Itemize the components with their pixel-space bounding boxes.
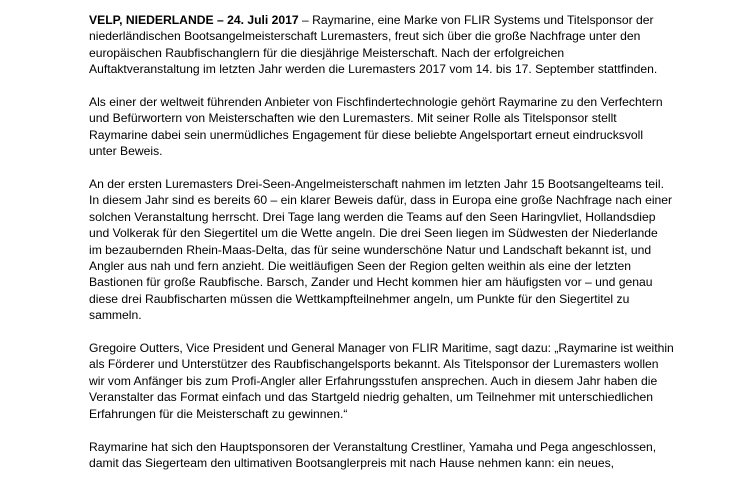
paragraph-championship-line-3: solchen Veranstaltung herrscht. Drei Tage lang werden die Teams auf den Seen Haringvliet, Hollandsdiep — [89, 209, 656, 224]
paragraph-championship-line-7: Bastionen für große Raubfische. Barsch, Zander und Hecht kommen hier am häufigsten vor – und genau — [89, 275, 653, 290]
paragraph-sponsors — [89, 439, 679, 472]
paragraph-intro — [89, 12, 679, 78]
dateline-separator: – — [213, 13, 228, 27]
paragraph-intro-line-3: europäischen Raubfischanglern für die diesjährige Meisterschaft. Nach der erfolgreichen — [89, 45, 565, 60]
paragraph-sponsor-role-line-1: Als einer der weltweit führenden Anbieter von Fischfindertechnologie gehört Raymarine zu den Verfechtern — [89, 95, 663, 110]
paragraph-sponsor-role-line-4: unter Beweis. — [89, 144, 163, 159]
dateline-date: 24. Juli 2017 — [227, 13, 299, 27]
paragraph-championship-line-9: sammeln. — [89, 308, 142, 323]
paragraph-sponsor-role-line-3: Raymarine dabei sein unermüdliches Engagement für diese beliebte Angelsportart erneut eindrucksvoll — [89, 127, 644, 142]
paragraph-intro-line-2: niederländischen Bootsangelmeisterschaft Luremasters, freut sich über die große Nachfrage unter den — [89, 29, 641, 44]
paragraph-quote-line-5: Erfahrungen für die Meisterschaft zu gewinnen.“ — [89, 406, 348, 421]
dateline — [89, 13, 299, 27]
paragraph-sponsor-role-line-2: und Befürwortern von Meisterschaften wie den Luremasters. Mit seiner Rolle als Titelsponsor stellt — [89, 111, 617, 126]
paragraph-intro-line-1 — [89, 12, 679, 28]
paragraph-championship-line-6: Angler aus nah und fern anzieht. Die weitläufigen Seen der Region gelten weithin als eine der letzten — [89, 259, 631, 274]
paragraph-championship-line-4: und Volkerak für den Siegertitel um die Wette angeln. Die drei Seen liegen im Südwesten der Niederlande — [89, 226, 658, 241]
paragraph-quote-line-2: als Förderer und Unterstützer des Raubfischangelsports bekannt. Als Titelsponsor der Luremasters wollen — [89, 357, 659, 372]
paragraph-championship-line-5: im bezaubernden Rhein-Maas-Delta, das für seine wunderschöne Natur und Landschaft bekannt ist, und — [89, 242, 652, 257]
paragraph-sponsors-line-1: Raymarine hat sich den Hauptsponsoren der Veranstaltung Crestliner, Yamaha und Pega angeschlossen, — [89, 439, 657, 454]
paragraph-quote-line-4: Veranstalter das Format einfach und das Startgeld niedrig gehalten, um Teilnehmer mit unterschiedlichen — [89, 390, 653, 405]
paragraph-intro-line-4: Auftaktveranstaltung im letzten Jahr werden die Luremasters 2017 vom 14. bis 17. September stattfinden. — [89, 62, 658, 77]
paragraph-championship-line-2: In diesem Jahr sind es bereits 60 – ein klarer Beweis dafür, dass in Europa eine große Nachfrage nach einer — [89, 193, 673, 208]
intro-line-text: – Raymarine, eine Marke von FLIR Systems und Titelsponsor der — [302, 13, 654, 27]
dateline-place: VELP, NIEDERLANDE — [89, 13, 214, 27]
paragraph-championship-line-1: An der ersten Luremasters Drei-Seen-Angelmeisterschaft nahmen im letzten Jahr 15 Bootsangelteams teil. — [89, 177, 664, 192]
paragraph-quote-line-1: Gregoire Outters, Vice President und General Manager von FLIR Maritime, sagt dazu: „Raymarine ist weithin — [89, 341, 674, 356]
paragraph-championship-details — [89, 176, 679, 324]
paragraph-championship-line-8: diese drei Raubfischarten müssen die Wettkampfteilnehmer angeln, um Punkte für den Siegertitel zu — [89, 291, 630, 306]
paragraph-quote — [89, 340, 679, 422]
paragraph-quote-line-3: wir vom Anfänger bis zum Profi-Angler aller Erfahrungsstufen ansprechen. Auch in diesem Jahr haben die — [89, 373, 658, 388]
press-release-body — [89, 12, 679, 488]
paragraph-sponsors-line-2: damit das Siegerteam den ultimativen Bootsanglerpreis mit nach Hause nehmen kann: ein neues, — [89, 455, 615, 470]
paragraph-sponsor-role — [89, 94, 679, 160]
